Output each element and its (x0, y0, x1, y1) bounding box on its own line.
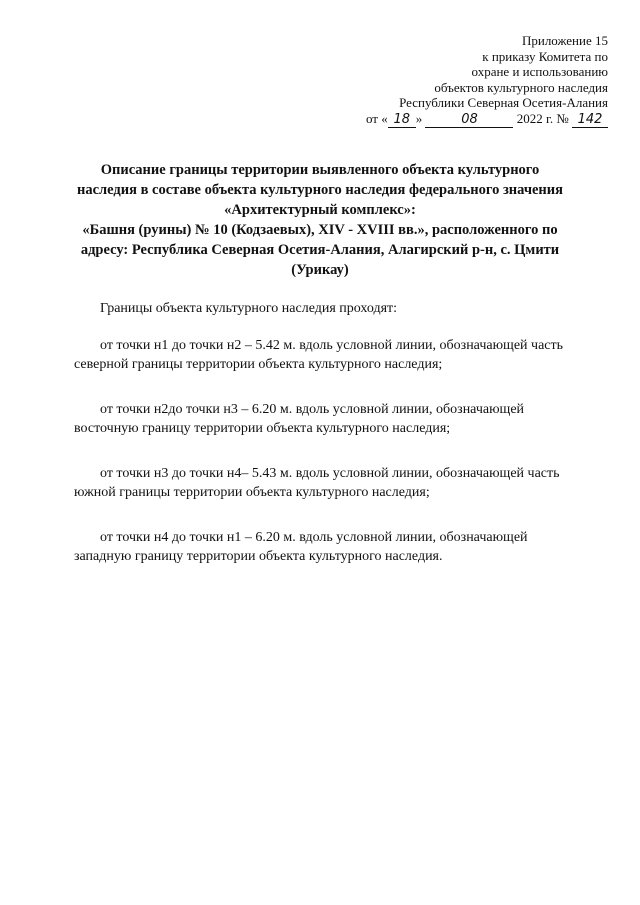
boundary-paragraph-2 (74, 400, 604, 438)
annex-line-5: Республики Северная Осетия-Алания (399, 95, 608, 110)
title-line-6: (Урикау) (291, 262, 349, 278)
title-line-5: адресу: Республика Северная Осетия-Алания, Алагирский р-н, с. Цмити (80, 242, 560, 258)
date-mid: » (415, 110, 423, 126)
boundary-paragraph-1 (74, 336, 604, 374)
annex-line-1: Приложение 15 (521, 33, 608, 48)
date-prefix: от « (365, 110, 388, 126)
paragraph-2-line-1: от точки н2до точки н3 – 6.20 м. вдоль условной линии, обозначающей (100, 402, 525, 417)
date-day-handwritten: 18 (388, 113, 416, 128)
annex-date-line (366, 111, 608, 128)
paragraph-3-line-1: от точки н3 до точки н4– 5.43 м. вдоль условной линии, обозначающей часть (100, 466, 560, 481)
title-line-2: наследия в составе объекта культурного наследия федерального значения (77, 182, 563, 198)
title-line-3: «Архитектурный комплекс»: (224, 202, 416, 218)
title-line-1: Описание границы территории выявленного объекта культурного (100, 162, 540, 178)
date-month-handwritten: 08 (425, 113, 513, 128)
paragraph-3-line-2: южной границы территории объекта культурного наследия; (74, 485, 430, 500)
paragraph-1-line-1: от точки н1 до точки н2 – 5.42 м. вдоль условной линии, обозначающей часть (100, 338, 564, 353)
intro-text: Границы объекта культурного наследия проходят: (100, 301, 398, 316)
paragraph-1-line-2: северной границы территории объекта культурного наследия; (74, 357, 443, 372)
document-title (40, 160, 600, 280)
paragraph-4-line-1: от точки н4 до точки н1 – 6.20 м. вдоль условной линии, обозначающей (100, 530, 528, 545)
annex-header (366, 33, 608, 128)
date-year: 2022 г. № (516, 110, 569, 126)
paragraph-2-line-2: восточную границу территории объекта культурного наследия; (74, 421, 451, 436)
annex-line-3: охране и использованию (471, 64, 608, 79)
document-body (74, 299, 604, 592)
intro-paragraph (74, 299, 604, 318)
paragraph-4-line-2: западную границу территории объекта культурного наследия. (74, 549, 443, 564)
boundary-paragraph-4 (74, 528, 604, 566)
annex-line-2: к приказу Комитета по (482, 48, 608, 64)
annex-line-4: объектов культурного наследия (434, 79, 608, 95)
boundary-paragraph-3 (74, 464, 604, 502)
title-line-4: «Башня (руины) № 10 (Кодзаевых), XIV - XVIII вв.», расположенного по (82, 222, 558, 238)
order-number-handwritten: 142 (572, 113, 608, 128)
